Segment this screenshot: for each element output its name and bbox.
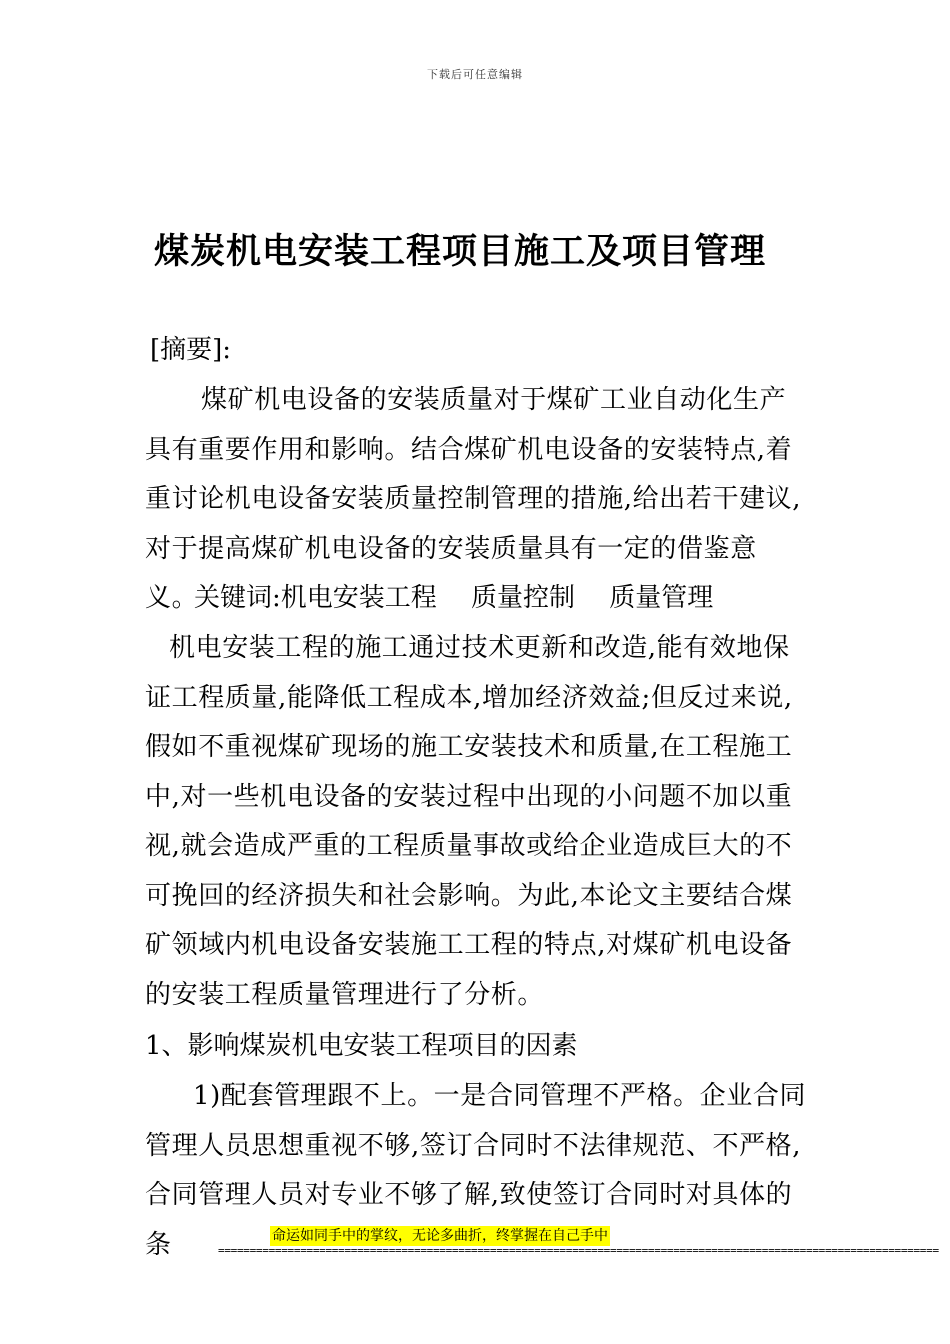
footer-rule: ================================================================================================================== bbox=[218, 1244, 939, 1257]
intro-paragraph: 机电安装工程的施工通过技术更新和改造,能有效地保证工程质量,能降低工程成本,增加经济效益;但反过来说,假如不重视煤矿现场的施工安装技术和质量,在工程施工中,对一些机电设备的安装过程中出现的小问题不加以重视,就会造成严重的工程质量事故或给企业造成巨大的不可挽回的经济损失和社会影响。为此,本论文主要结合煤矿领域内机电设备安装施工工程的特点,对煤矿机电设备的安装工程质量管理进行了分析。 bbox=[145, 633, 793, 1010]
header-note: 下载后可任意编辑 bbox=[427, 68, 523, 81]
document-title: 煤炭机电安装工程项目施工及项目管理 bbox=[153, 232, 766, 272]
section-paragraph: 1)配套管理跟不上。一是合同管理不严格。企业合同管理人员思想重视不够,签订合同时不法律规范、不严格,合同管理人员对专业不够了解,致使签订合同时对具体的条 bbox=[145, 1081, 807, 1260]
section-heading: 1、影响煤炭机电安装工程项目的因素 bbox=[145, 1031, 578, 1061]
footer-motto: 命运如同手中的掌纹，无论多曲折，终掌握在自己手中 bbox=[272, 1228, 608, 1244]
keywords-line: 关键词:机电安装工程 质量控制 质量管理 bbox=[194, 583, 714, 613]
abstract-label: [摘要]: bbox=[150, 335, 232, 365]
abstract-paragraph: 煤矿机电设备的安装质量对于煤矿工业自动化生产具有重要作用和影响。结合煤矿机电设备的安装特点,着重讨论机电设备安装质量控制管理的措施,给出若干建议,对于提高煤矿机电设备的安装质量具有一定的借鉴意义。 bbox=[145, 385, 802, 613]
